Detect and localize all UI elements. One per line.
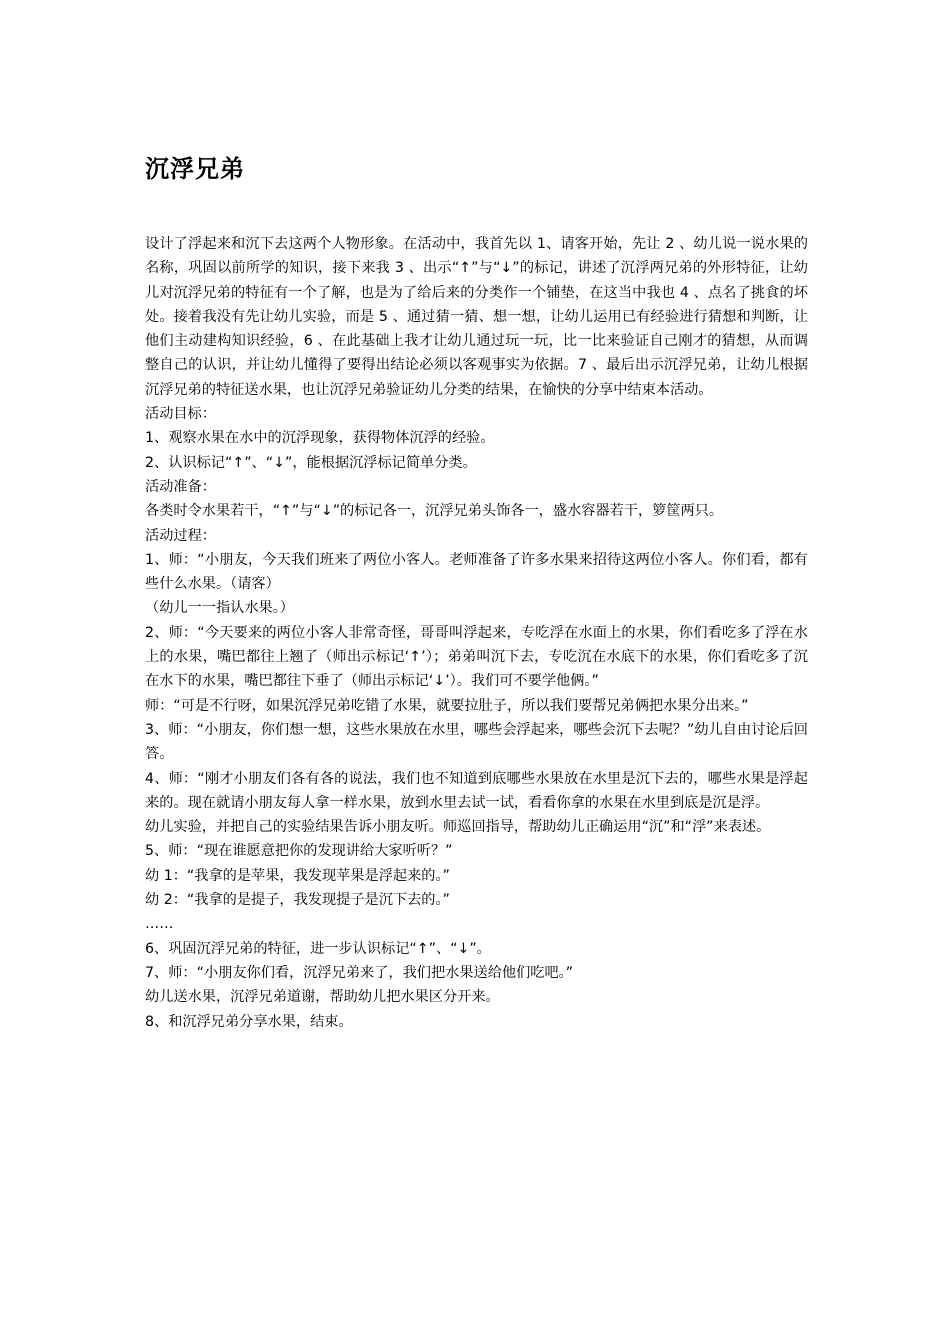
process-step: 3、师：“小朋友，你们想一想，这些水果放在水里，哪些会浮起来，哪些会沉下去呢？”幼儿自由讨论后回答。 <box>145 721 808 763</box>
preparation-text: 各类时令水果若干，“↑”与“↓”的标记各一，沉浮兄弟头饰各一，盛水容器若干，箩筐两只。 <box>145 503 724 520</box>
child-response: 幼 2：“我拿的是提子，我发现提子是沉下去的。” <box>145 892 450 909</box>
process-step: 7、师：“小朋友你们看，沉浮兄弟来了，我们把水果送给他们吃吧。” <box>145 964 574 981</box>
child-response: 幼 1：“我拿的是苹果，我发现苹果是浮起来的。” <box>145 867 450 884</box>
process-step: 2、师：“今天要来的两位小客人非常奇怪，哥哥叫浮起来，专吃浮在水面上的水果，你们看吃多了浮在水上的水果，嘴巴都往上翘了（师出示标记‘↑’）；弟弟叫沉下去，专吃沉在水底下的水果，你们看吃多了沉在水下的水果，嘴巴都往下垂了（师出示标记‘↓’）。我们可不要学他俩。” <box>145 624 808 690</box>
process-step: 8、和沉浮兄弟分享水果，结束。 <box>145 1013 353 1030</box>
paragraph-intro: 设计了浮起来和沉下去这两个人物形象。在活动中，我首先以 1、请客开始，先让 2 、幼儿说一说水果的名称，巩固以前所学的知识，接下来我 3 、出示“↑”与“↓”的标记，讲述了沉浮两兄弟的外形特征，让幼儿对沉浮兄弟的特征有一个了解，也是为了给后来的分类作一个铺垫，在这当中我也 4 、点名了挑食的坏处。接着我没有先让幼儿实验，而是 5 、通过猜一猜、想一想，让幼儿运用已有经验进行猜想和判断，让他们主动建构知识经验，6 、在此基础上我才让幼儿通过玩一玩，比一比来验证自己刚才的猜想，从而调整自己的认识，并让幼儿懂得了要得出结论必须以客观事实为依据。7 、最后出示沉浮兄弟，让幼儿根据沉浮兄弟的特征送水果，也让沉浮兄弟验证幼儿分类的结果，在愉快的分享中结束本活动。 <box>145 236 808 398</box>
ellipsis: …… <box>145 916 174 933</box>
process-step: 5、师：“现在谁愿意把你的发现讲给大家听听？” <box>145 843 453 860</box>
process-step: 6、巩固沉浮兄弟的特征，进一步认识标记“↑”、“↓”。 <box>145 940 491 957</box>
objective-item: 2、认识标记“↑”、“↓”，能根据沉浮标记简单分类。 <box>145 454 477 471</box>
process-note: 幼儿送水果，沉浮兄弟道谢，帮助幼儿把水果区分开来。 <box>145 989 500 1006</box>
process-note: 幼儿实验，并把自己的实验结果告诉小朋友听。师巡回指导，帮助幼儿正确运用“沉”和“浮”来表述。 <box>145 819 771 836</box>
process-step: 1、师：“小朋友，今天我们班来了两位小客人。老师准备了许多水果来招待这两位小客人。你们看，都有些什么水果。（请客） <box>145 551 808 593</box>
document-body <box>145 232 808 1034</box>
process-step: 师：“可是不行呀，如果沉浮兄弟吃错了水果，就要拉肚子，所以我们要帮兄弟俩把水果分出来。” <box>145 697 749 714</box>
process-step: 4、师：“刚才小朋友们各有各的说法，我们也不知道到底哪些水果放在水里是沉下去的，哪些水果是浮起来的。现在就请小朋友每人拿一样水果，放到水里去试一试，看看你拿的水果在水里到底是沉是浮。 <box>145 770 808 811</box>
document-title: 沉浮兄弟 <box>145 155 245 183</box>
heading-process: 活动过程： <box>145 527 216 544</box>
heading-objectives: 活动目标： <box>145 406 216 423</box>
process-note: （幼儿一一指认水果。） <box>145 600 294 617</box>
objective-item: 1、观察水果在水中的沉浮现象，获得物体沉浮的经验。 <box>145 430 495 447</box>
heading-preparation: 活动准备： <box>145 478 216 495</box>
